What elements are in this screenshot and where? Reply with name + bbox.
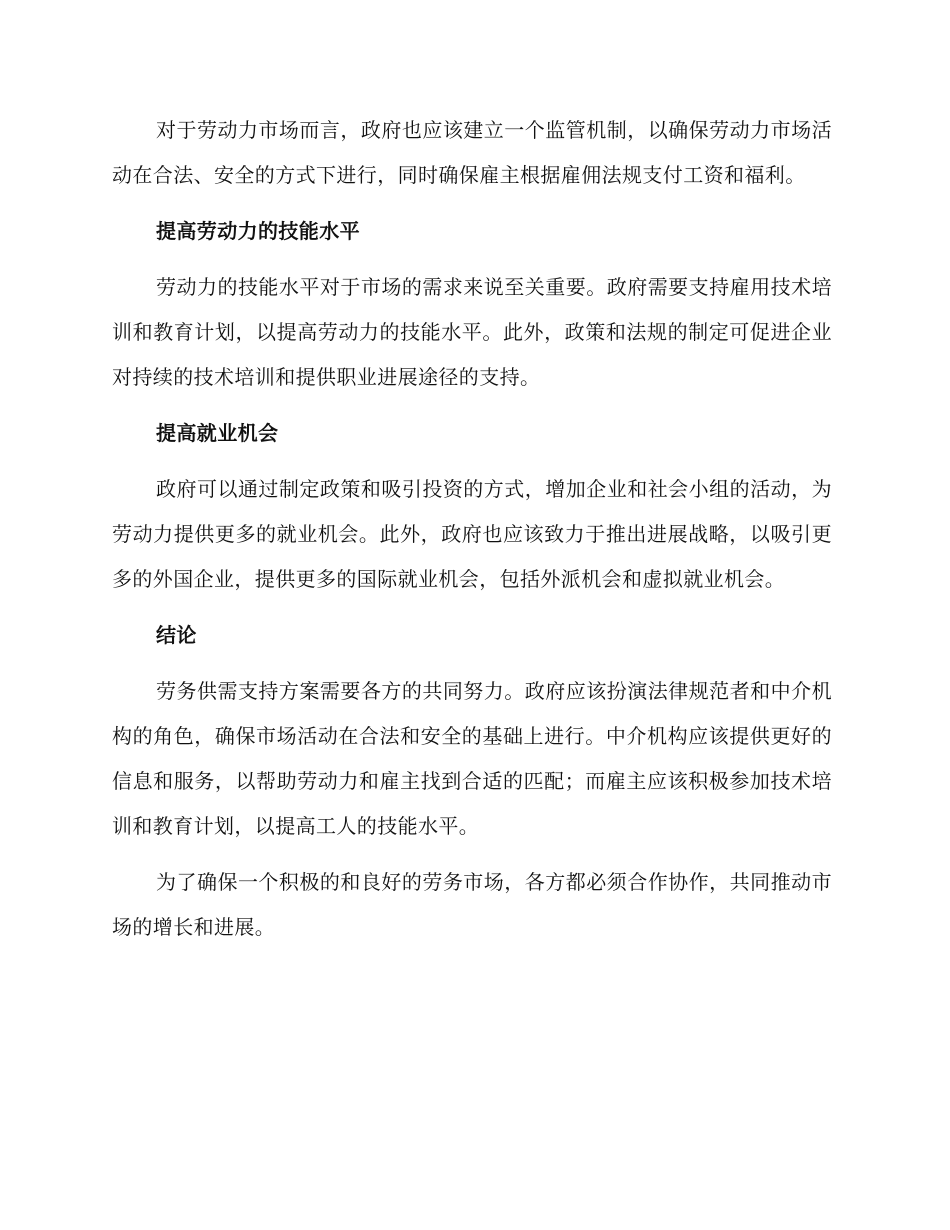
section-heading-employment: 提高就业机会 [156, 421, 279, 445]
section-heading-skills: 提高劳动力的技能水平 [156, 219, 360, 243]
paragraph-conclusion: 劳务供需支持方案需要各方的共同努力。政府应该扮演法律规范者和中介机构的角色，确保市场活动在合法和安全的基础上进行。中介机构应该提供更好的信息和服务，以帮助劳动力和雇主找到合适的匹配；而雇主应该积极参加技术培训和教育计划，以提高工人的技能水平。 [112, 679, 832, 838]
paragraph-skills: 劳动力的技能水平对于市场的需求来说至关重要。政府需要支持雇用技术培训和教育计划，以提高劳动力的技能水平。此外，政策和法规的制定可促进企业对持续的技术培训和提供职业进展途径的支持。 [112, 275, 832, 389]
paragraph-closing: 为了确保一个积极的和良好的劳务市场，各方都必须合作协作，共同推动市场的增长和进展。 [112, 870, 832, 939]
paragraph-labor-market-regulation: 对于劳动力市场而言，政府也应该建立一个监管机制，以确保劳动力市场活动在合法、安全的方式下进行，同时确保雇主根据雇佣法规支付工资和福利。 [112, 118, 832, 187]
paragraph-employment: 政府可以通过制定政策和吸引投资的方式，增加企业和社会小组的活动，为劳动力提供更多的就业机会。此外，政府也应该致力于推出进展战略，以吸引更多的外国企业，提供更多的国际就业机会，包括外派机会和虚拟就业机会。 [112, 477, 832, 591]
document-body [112, 108, 832, 950]
section-heading-conclusion: 结论 [156, 623, 197, 647]
